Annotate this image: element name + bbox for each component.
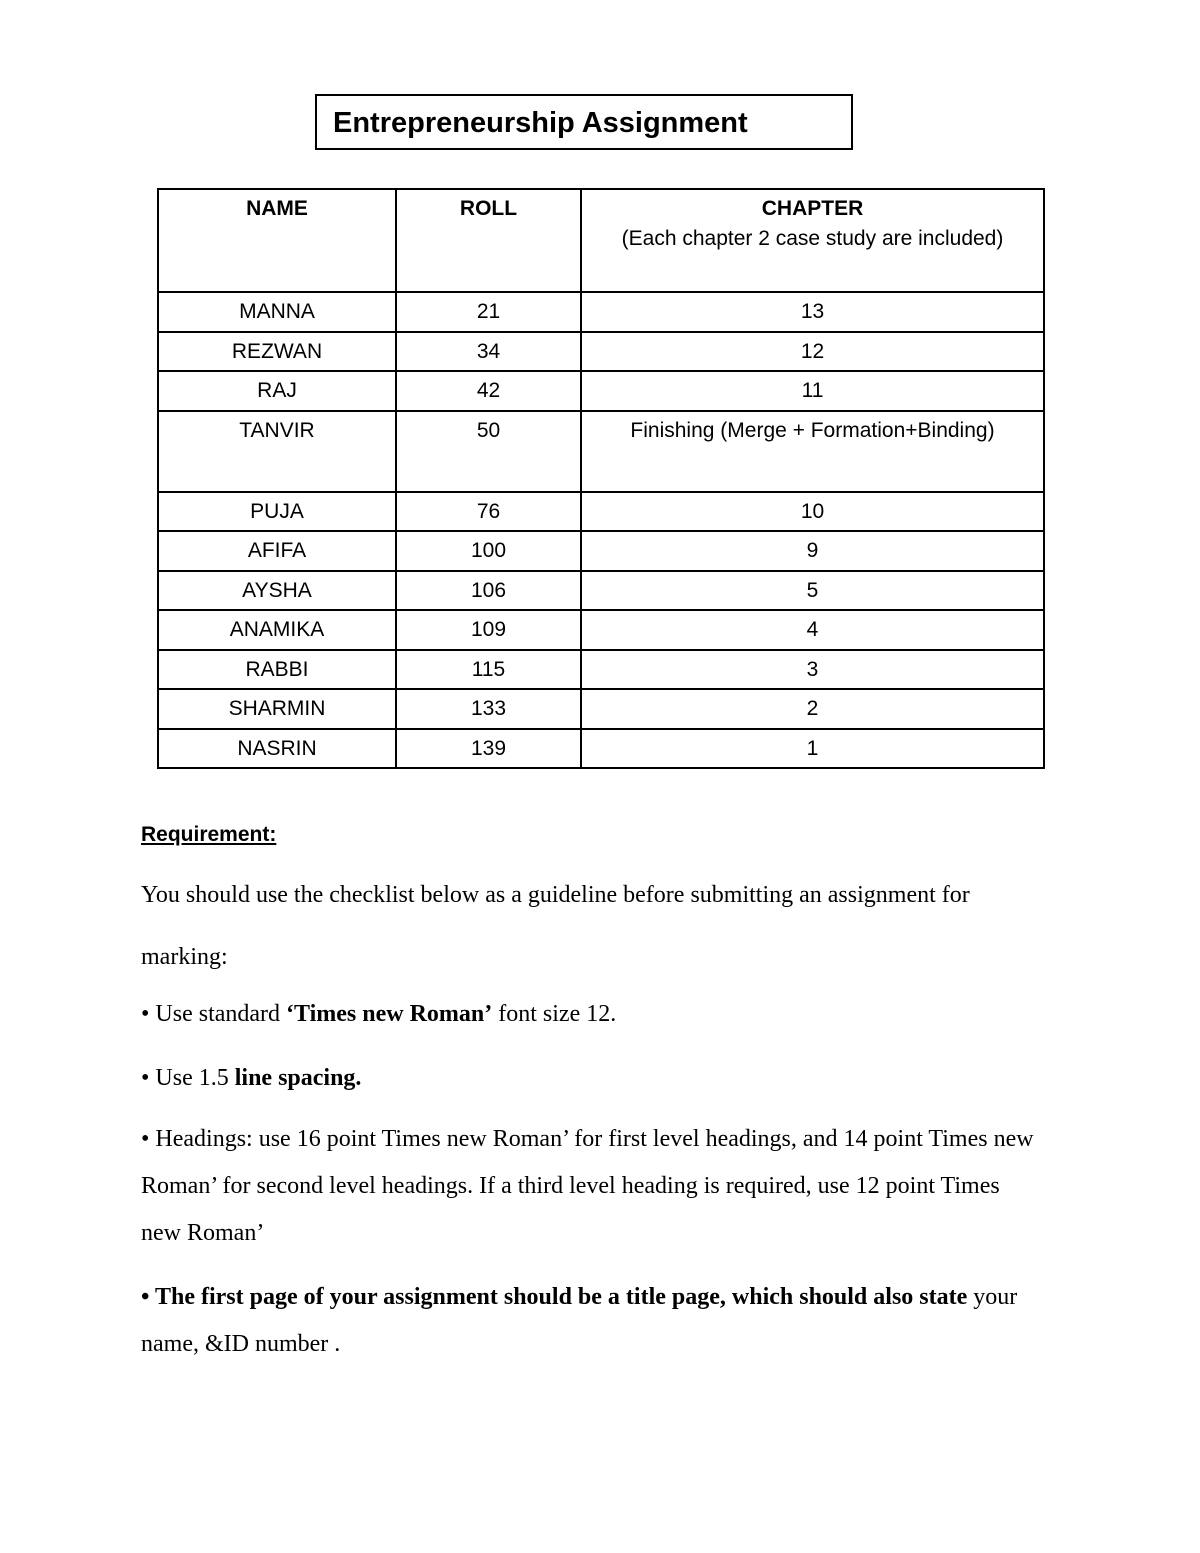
cell-chapter: 13: [581, 292, 1044, 332]
table-row: [158, 292, 1044, 332]
header-roll: ROLL: [396, 189, 581, 292]
cell-roll: 21: [396, 292, 581, 332]
assignment-table: [157, 188, 1045, 769]
bullet-title-page: [141, 1274, 1041, 1368]
bullet-font: [141, 990, 1041, 1038]
bullet-font-suffix: font size 12.: [492, 1001, 617, 1027]
cell-name: ANAMIKA: [158, 610, 396, 650]
table-row: [158, 411, 1044, 492]
header-chapter-label: CHAPTER: [761, 197, 864, 220]
cell-name: MANNA: [158, 292, 396, 332]
cell-name: SHARMIN: [158, 689, 396, 729]
cell-name: REZWAN: [158, 332, 396, 372]
cell-roll: 76: [396, 492, 581, 532]
header-chapter-note: (Each chapter 2 case study are included): [621, 227, 1004, 250]
table-row: [158, 492, 1044, 532]
cell-chapter: 1: [581, 729, 1044, 769]
cell-roll: 106: [396, 571, 581, 611]
bullet-headings: • Headings: use 16 point Times new Roman’ for first level headings, and 14 point Times new Roman’ for second level headings. If a third level heading is required, use 12 point Times new Roman’: [141, 1126, 1034, 1246]
cell-chapter: Finishing (Merge + Formation+Binding): [581, 411, 1044, 492]
bullet-font-prefix: • Use standard: [141, 1001, 287, 1027]
header-chapter: [581, 189, 1044, 292]
table-header-row: [158, 189, 1044, 292]
cell-name: AYSHA: [158, 571, 396, 611]
bullet-spacing: [141, 1054, 1041, 1102]
cell-roll: 139: [396, 729, 581, 769]
bullet-title-page-rest: your name, &ID number .: [141, 1284, 1018, 1357]
title-box: [315, 94, 853, 150]
table-row: [158, 729, 1044, 769]
cell-name: RABBI: [158, 650, 396, 690]
cell-roll: 133: [396, 689, 581, 729]
header-name: NAME: [158, 189, 396, 292]
table-row: [158, 332, 1044, 372]
cell-roll: 109: [396, 610, 581, 650]
table-row: [158, 371, 1044, 411]
cell-roll: 42: [396, 371, 581, 411]
cell-chapter: 10: [581, 492, 1044, 532]
table-row: [158, 531, 1044, 571]
cell-name: PUJA: [158, 492, 396, 532]
cell-chapter: 11: [581, 371, 1044, 411]
cell-chapter: 9: [581, 531, 1044, 571]
requirement-heading: Requirement:: [141, 823, 277, 846]
cell-chapter: 5: [581, 571, 1044, 611]
table-row: [158, 650, 1044, 690]
cell-chapter: 12: [581, 332, 1044, 372]
cell-roll: 50: [396, 411, 581, 492]
cell-chapter: 2: [581, 689, 1044, 729]
cell-name: RAJ: [158, 371, 396, 411]
cell-name: TANVIR: [158, 411, 396, 492]
cell-name: NASRIN: [158, 729, 396, 769]
cell-chapter: 4: [581, 610, 1044, 650]
table-row: [158, 571, 1044, 611]
cell-roll: 34: [396, 332, 581, 372]
cell-roll: 100: [396, 531, 581, 571]
bullet-font-bold: ‘Times new Roman’: [286, 1001, 493, 1027]
bullet-spacing-prefix: • Use 1.5: [141, 1065, 235, 1091]
bullet-title-page-bold: • The first page of your assignment should be a title page, which should also state: [141, 1284, 968, 1310]
bullet-spacing-bold: line spacing.: [234, 1065, 362, 1091]
requirement-intro: You should use the checklist below as a guideline before submitting an assignment for marking:: [141, 882, 970, 970]
cell-name: AFIFA: [158, 531, 396, 571]
table-row: [158, 689, 1044, 729]
table-row: [158, 610, 1044, 650]
cell-roll: 115: [396, 650, 581, 690]
cell-chapter: 3: [581, 650, 1044, 690]
document-title: Entrepreneurship Assignment: [333, 107, 748, 139]
